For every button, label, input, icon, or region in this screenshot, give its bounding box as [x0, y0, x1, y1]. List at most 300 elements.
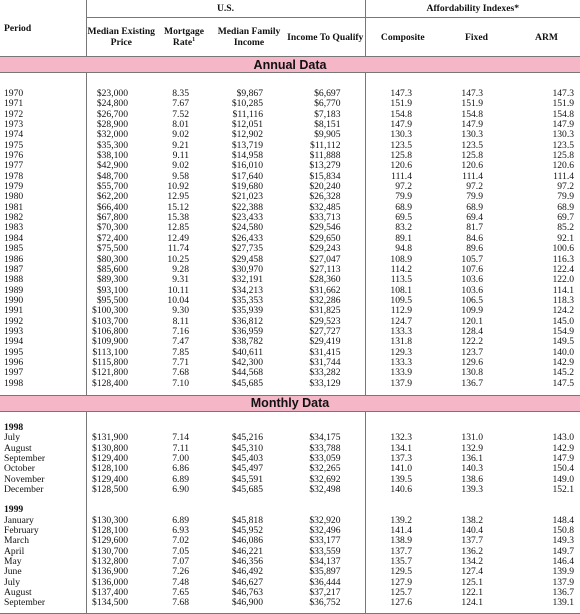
annual-qualify-column	[286, 73, 365, 396]
monthly-period-column	[0, 411, 86, 613]
arm-cell: 148.4	[552, 514, 575, 526]
fixed-cell: 154.8	[461, 108, 483, 120]
composite-cell: 147.3	[390, 88, 412, 99]
arm-cell: 147.9	[552, 119, 575, 131]
income-cell: $34,213	[231, 284, 263, 296]
period-cell: 1990	[4, 294, 24, 306]
composite-cell: 129.3	[390, 346, 412, 358]
rate-cell: 9.58	[172, 170, 189, 182]
period-cell: 1991	[4, 305, 24, 317]
arm-cell: 143.0	[552, 432, 575, 444]
price-cell: $130,800	[92, 442, 128, 454]
rate-cell: 7.00	[172, 453, 189, 464]
qualify-cell: $28,360	[309, 274, 341, 286]
arm-cell: 147.5	[552, 377, 575, 389]
income-cell: $22,388	[231, 201, 263, 213]
income-cell: $30,970	[231, 263, 263, 275]
price-cell: $130,300	[92, 514, 128, 526]
period-cell: September	[4, 597, 46, 609]
price-cell: $103,700	[92, 315, 128, 327]
price-cell: $100,300	[92, 305, 128, 317]
rate-cell: 9.21	[172, 139, 189, 151]
rate-cell: 7.85	[172, 346, 189, 358]
arm-cell: 146.4	[552, 556, 575, 568]
qualify-cell: $31,662	[309, 284, 341, 296]
qualify-cell: $36,444	[309, 576, 341, 588]
fixed-cell: 120.6	[461, 160, 483, 172]
period-cell: January	[4, 514, 34, 526]
fixed-cell: 140.4	[461, 525, 483, 537]
price-cell: $106,800	[92, 325, 128, 337]
rate-cell: 7.26	[172, 566, 189, 578]
period-header: Period	[4, 22, 32, 34]
fixed-cell: 136.2	[461, 545, 483, 557]
price-cell: $137,400	[92, 587, 128, 599]
arm-cell: 142.9	[552, 442, 575, 454]
fixed-cell: 89.6	[466, 243, 483, 255]
qualify-cell: $6,770	[314, 98, 341, 110]
qualify-cell: $6,697	[314, 88, 341, 99]
median-income-header: Median Family Income	[217, 26, 281, 48]
period-cell: 1970	[4, 88, 24, 99]
composite-cell: 151.9	[390, 98, 412, 110]
period-cell: 1979	[4, 181, 24, 193]
period-cell: 1980	[4, 191, 24, 203]
rate-cell: 7.14	[172, 432, 189, 444]
period-cell: 1971	[4, 98, 24, 110]
period-cell: 1985	[4, 243, 24, 255]
composite-cell: 141.0	[390, 463, 412, 475]
income-cell: $21,023	[231, 191, 263, 203]
income-cell: $42,300	[231, 356, 263, 368]
qualify-cell: $34,137	[309, 556, 341, 568]
price-cell: $129,600	[92, 535, 128, 547]
arm-cell: 125.8	[552, 150, 575, 162]
rate-cell: 8.01	[172, 119, 189, 131]
rate-cell: 10.25	[167, 253, 189, 265]
composite-cell: 89.1	[395, 232, 412, 244]
fixed-cell: 138.6	[461, 473, 483, 485]
period-cell: 1997	[4, 367, 24, 379]
qualify-cell: $37,217	[309, 587, 341, 599]
qualify-cell: $20,240	[309, 181, 341, 193]
income-cell: $45,497	[231, 463, 263, 475]
annual-composite-column	[365, 73, 440, 396]
qualify-cell: $9,905	[314, 129, 341, 141]
composite-cell: 113.5	[390, 274, 412, 286]
income-cell: $10,285	[231, 98, 263, 110]
income-cell: $46,221	[231, 545, 263, 557]
annual-arm-column	[513, 73, 580, 396]
price-cell: $72,400	[96, 232, 128, 244]
income-cell: $9,867	[236, 88, 263, 99]
arm-cell: 122.4	[552, 263, 575, 275]
period-cell: 1973	[4, 119, 24, 131]
income-cell: $45,685	[231, 377, 263, 389]
income-to-qualify-header: Income To Qualify	[287, 31, 364, 43]
fixed-cell: 105.7	[461, 253, 483, 265]
fixed-cell: 111.4	[462, 170, 483, 182]
fixed-cell: 107.6	[461, 263, 483, 275]
fixed-cell: 123.7	[461, 346, 483, 358]
row-gap	[87, 495, 157, 505]
qualify-cell: $32,496	[309, 525, 341, 537]
qualify-cell: $33,788	[309, 442, 341, 454]
arm-cell: 97.2	[557, 181, 575, 193]
fixed-header: Fixed	[465, 31, 488, 43]
qualify-cell: $36,752	[309, 597, 341, 609]
fixed-cell: 139.3	[461, 484, 483, 496]
rate-cell: 12.85	[167, 222, 189, 234]
price-cell: $128,500	[92, 484, 128, 496]
rate-cell: 7.52	[172, 108, 189, 120]
fixed-cell: 69.4	[466, 212, 483, 224]
composite-cell: 133.3	[390, 325, 412, 337]
fixed-cell: 123.5	[461, 139, 483, 151]
income-cell: $13,719	[231, 139, 263, 151]
income-cell: $44,568	[231, 367, 263, 379]
income-cell: $12,902	[231, 129, 263, 141]
composite-cell: 68.9	[395, 201, 412, 213]
composite-cell: 112.9	[390, 305, 412, 317]
rate-cell: 8.35	[172, 88, 189, 99]
rate-cell: 7.68	[172, 367, 189, 379]
price-cell: $85,600	[96, 263, 128, 275]
fixed-cell: 125.1	[461, 576, 483, 588]
qualify-cell: $29,546	[309, 222, 341, 234]
fixed-cell: 81.7	[466, 222, 483, 234]
fixed-cell: 125.8	[461, 150, 483, 162]
income-cell: $38,782	[231, 336, 263, 348]
period-cell: May	[4, 556, 22, 568]
price-cell: $130,700	[92, 545, 128, 557]
income-cell: $27,735	[231, 243, 263, 255]
arm-cell: 116.3	[552, 253, 575, 265]
arm-cell: 154.9	[552, 325, 575, 337]
composite-cell: 108.1	[390, 284, 412, 296]
price-cell: $128,400	[92, 377, 128, 389]
rate-cell: 6.89	[172, 514, 189, 526]
composite-cell: 97.2	[395, 181, 412, 193]
monthly-data-row	[0, 411, 580, 613]
rate-cell: 10.04	[167, 294, 189, 306]
fixed-cell: 129.6	[461, 356, 483, 368]
composite-cell: 109.5	[390, 294, 412, 306]
fixed-cell: 132.9	[461, 442, 483, 454]
rate-cell: 7.07	[172, 556, 189, 568]
income-cell: $46,356	[231, 556, 263, 568]
composite-cell: 129.5	[390, 566, 412, 578]
period-cell: June	[4, 566, 22, 578]
arm-cell: 145.2	[552, 367, 575, 379]
rate-cell: 7.11	[172, 442, 189, 454]
rate-cell: 6.86	[172, 463, 189, 475]
price-cell: $32,000	[96, 129, 128, 141]
rate-cell: 7.16	[172, 325, 189, 337]
qualify-cell: $29,523	[309, 315, 341, 327]
arm-cell: 139.1	[552, 597, 575, 609]
income-cell: $46,086	[231, 535, 263, 547]
composite-header: Composite	[365, 18, 440, 57]
row-gap	[156, 495, 212, 505]
row-gap	[440, 495, 513, 505]
annual-section-band	[0, 57, 580, 73]
arm-cell: 68.9	[557, 201, 575, 213]
qualify-cell: $32,692	[309, 473, 341, 485]
rate-cell: 15.12	[167, 201, 189, 213]
income-cell: $45,818	[231, 514, 263, 526]
composite-cell: 123.5	[390, 139, 412, 151]
arm-cell: 69.7	[557, 212, 575, 224]
fixed-cell: 124.1	[461, 597, 483, 609]
fixed-cell: 97.2	[466, 181, 483, 193]
period-cell: August	[4, 442, 32, 454]
price-cell: $35,300	[96, 139, 128, 151]
fixed-cell: 122.2	[461, 336, 483, 348]
mortgage-rate-header-label: Mortgage Rate	[164, 26, 204, 48]
qualify-cell: $11,112	[310, 139, 341, 151]
fixed-cell: 131.0	[461, 432, 483, 444]
price-cell: $70,300	[96, 222, 128, 234]
income-cell: $17,640	[231, 170, 263, 182]
arm-cell: 124.2	[552, 305, 575, 317]
qualify-cell: $31,825	[309, 305, 341, 317]
qualify-cell: $33,713	[309, 212, 341, 224]
fixed-cell: 136.1	[461, 453, 483, 464]
rate-cell: 8.11	[172, 315, 189, 327]
qualify-cell: $33,177	[309, 535, 341, 547]
arm-cell: 114.1	[552, 284, 575, 296]
arm-cell: 152.1	[552, 484, 575, 496]
composite-cell: 139.2	[390, 514, 412, 526]
income-cell: $36,812	[231, 315, 263, 327]
price-cell: $134,500	[92, 597, 128, 609]
income-cell: $24,580	[231, 222, 263, 234]
period-cell: September	[4, 453, 46, 464]
price-cell: $80,300	[96, 253, 128, 265]
arm-cell: 92.1	[557, 232, 575, 244]
rate-cell: 7.10	[172, 377, 189, 389]
qualify-cell: $33,282	[309, 367, 341, 379]
qualify-cell: $29,243	[309, 243, 341, 255]
fixed-cell: 128.4	[461, 325, 483, 337]
qualify-cell: $13,279	[309, 160, 341, 172]
footnote-marker: 1	[192, 36, 196, 43]
rate-cell: 7.02	[172, 535, 189, 547]
qualify-cell: $33,559	[309, 545, 341, 557]
qualify-cell: $32,265	[309, 463, 341, 475]
composite-cell: 134.1	[390, 442, 412, 454]
income-cell: $45,403	[231, 453, 263, 464]
monthly-income-column	[212, 411, 286, 613]
composite-cell: 125.7	[390, 587, 412, 599]
composite-cell: 124.7	[390, 315, 412, 327]
period-cell: 1977	[4, 160, 24, 172]
arm-cell: 139.9	[552, 566, 575, 578]
income-cell: $16,010	[231, 160, 263, 172]
price-cell: $128,100	[92, 463, 128, 475]
rate-cell: 9.11	[172, 150, 189, 162]
period-cell: July	[4, 432, 20, 444]
fixed-cell: 136.7	[461, 377, 483, 389]
fixed-cell: 147.9	[461, 119, 483, 131]
rate-cell: 6.90	[172, 484, 189, 496]
qualify-cell: $27,047	[309, 253, 341, 265]
qualify-cell: $31,744	[309, 356, 341, 368]
qualify-cell: $27,113	[309, 263, 341, 275]
qualify-cell: $8,151	[314, 119, 341, 131]
composite-cell: 94.8	[395, 243, 412, 255]
composite-cell: 135.7	[390, 556, 412, 568]
rate-cell: 12.95	[167, 191, 189, 203]
fixed-cell: 122.1	[461, 587, 483, 599]
price-cell: $67,800	[96, 212, 128, 224]
arm-cell: 151.9	[552, 98, 575, 110]
price-cell: $95,500	[96, 294, 128, 306]
row-gap	[286, 495, 365, 505]
fixed-cell: 147.3	[461, 88, 483, 99]
us-group-header: U.S.	[86, 0, 365, 18]
arm-header: ARM	[535, 31, 558, 43]
price-cell: $24,800	[96, 98, 128, 110]
arm-cell: 136.7	[552, 587, 575, 599]
composite-cell: 111.4	[391, 170, 412, 182]
composite-cell: 127.6	[390, 597, 412, 609]
composite-cell: 132.3	[390, 432, 412, 444]
composite-cell: 83.2	[395, 222, 412, 234]
rate-cell: 7.65	[172, 587, 189, 599]
arm-cell: 130.3	[552, 129, 575, 141]
period-cell: 1982	[4, 212, 24, 224]
income-cell: $46,900	[231, 597, 263, 609]
monthly-section-title: Monthly Data	[0, 395, 580, 411]
fixed-cell: 84.6	[466, 232, 483, 244]
qualify-cell: $29,419	[309, 336, 341, 348]
period-cell: 1974	[4, 129, 24, 141]
price-cell: $129,400	[92, 473, 128, 485]
annual-period-column	[0, 73, 86, 396]
price-cell: $48,700	[96, 170, 128, 182]
period-cell: 1988	[4, 274, 24, 286]
price-cell: $115,800	[92, 356, 128, 368]
arm-cell: 145.0	[552, 315, 575, 327]
qualify-cell: $27,727	[309, 325, 341, 337]
monthly-arm-column	[513, 411, 580, 613]
composite-cell: 137.9	[390, 377, 412, 389]
composite-cell: 139.5	[390, 473, 412, 485]
composite-cell: 147.9	[390, 119, 412, 131]
fixed-cell: 130.8	[461, 367, 483, 379]
fixed-cell: 138.2	[461, 514, 483, 526]
income-cell: $46,492	[231, 566, 263, 578]
fixed-cell: 109.9	[461, 305, 483, 317]
price-cell: $109,900	[92, 336, 128, 348]
price-cell: $129,400	[92, 453, 128, 464]
group-header-row	[0, 0, 580, 18]
fixed-cell: 103.6	[461, 284, 483, 296]
annual-fixed-column	[440, 73, 513, 396]
period-cell: December	[4, 484, 44, 496]
arm-cell: 137.9	[552, 576, 575, 588]
arm-cell: 140.0	[552, 346, 575, 358]
rate-cell: 7.68	[172, 597, 189, 609]
median-price-header: Median Existing Price	[86, 18, 156, 57]
price-cell: $113,100	[92, 346, 128, 358]
qualify-cell: $32,498	[309, 484, 341, 496]
arm-cell: 147.3	[552, 88, 575, 99]
period-cell: 1994	[4, 336, 24, 348]
income-cell: $23,433	[231, 212, 263, 224]
income-cell: $45,216	[231, 432, 263, 444]
rate-cell: 6.93	[172, 525, 189, 537]
price-cell: $128,100	[92, 525, 128, 537]
price-cell: $42,900	[96, 160, 128, 172]
composite-cell: 137.3	[390, 453, 412, 464]
income-cell: $32,191	[231, 274, 263, 286]
qualify-cell: $32,286	[309, 294, 341, 306]
period-cell: 1995	[4, 346, 24, 358]
period-cell: 1989	[4, 284, 24, 296]
fixed-cell: 68.9	[466, 201, 483, 213]
monthly-rate-column	[156, 411, 212, 613]
price-cell: $131,900	[92, 432, 128, 444]
composite-cell: 69.5	[395, 212, 412, 224]
year-label: 1998	[4, 421, 24, 433]
composite-cell: 141.4	[390, 525, 412, 537]
price-cell: $93,100	[96, 284, 128, 296]
income-cell: $40,611	[232, 346, 263, 358]
composite-cell: 127.9	[390, 576, 412, 588]
price-cell: $26,700	[96, 108, 128, 120]
arm-cell: 142.9	[552, 356, 575, 368]
price-cell: $89,300	[96, 274, 128, 286]
income-cell: $12,051	[231, 119, 263, 131]
monthly-qualify-column	[286, 411, 365, 613]
composite-cell: 133.3	[390, 356, 412, 368]
rate-cell: 6.89	[172, 473, 189, 485]
income-cell: $19,680	[231, 181, 263, 193]
income-cell: $45,310	[231, 442, 263, 454]
qualify-cell: $26,328	[309, 191, 341, 203]
rate-cell: 9.30	[172, 305, 189, 317]
fixed-cell: 134.2	[461, 556, 483, 568]
row-gap	[366, 495, 441, 505]
composite-cell: 120.6	[390, 160, 412, 172]
income-cell: $45,952	[231, 525, 263, 537]
composite-cell: 125.8	[390, 150, 412, 162]
price-cell: $136,900	[92, 566, 128, 578]
arm-cell: 147.9	[552, 453, 575, 464]
period-cell: 1981	[4, 201, 24, 213]
rate-cell: 15.38	[167, 212, 189, 224]
rate-cell: 9.02	[172, 129, 189, 141]
rate-cell: 10.92	[167, 181, 189, 193]
arm-cell: 150.4	[552, 463, 575, 475]
rate-cell: 12.49	[167, 232, 189, 244]
income-cell: $36,959	[231, 325, 263, 337]
income-cell: $35,353	[231, 294, 263, 306]
arm-cell: 149.3	[552, 535, 575, 547]
arm-cell: 85.2	[557, 222, 575, 234]
income-cell: $14,958	[231, 150, 263, 162]
arm-cell: 149.5	[552, 336, 575, 348]
qualify-cell: $32,485	[309, 201, 341, 213]
income-cell: $11,116	[232, 108, 263, 120]
period-cell: 1976	[4, 150, 24, 162]
qualify-cell: $31,415	[309, 346, 341, 358]
composite-cell: 79.9	[395, 191, 412, 203]
annual-rate-column	[156, 73, 212, 396]
